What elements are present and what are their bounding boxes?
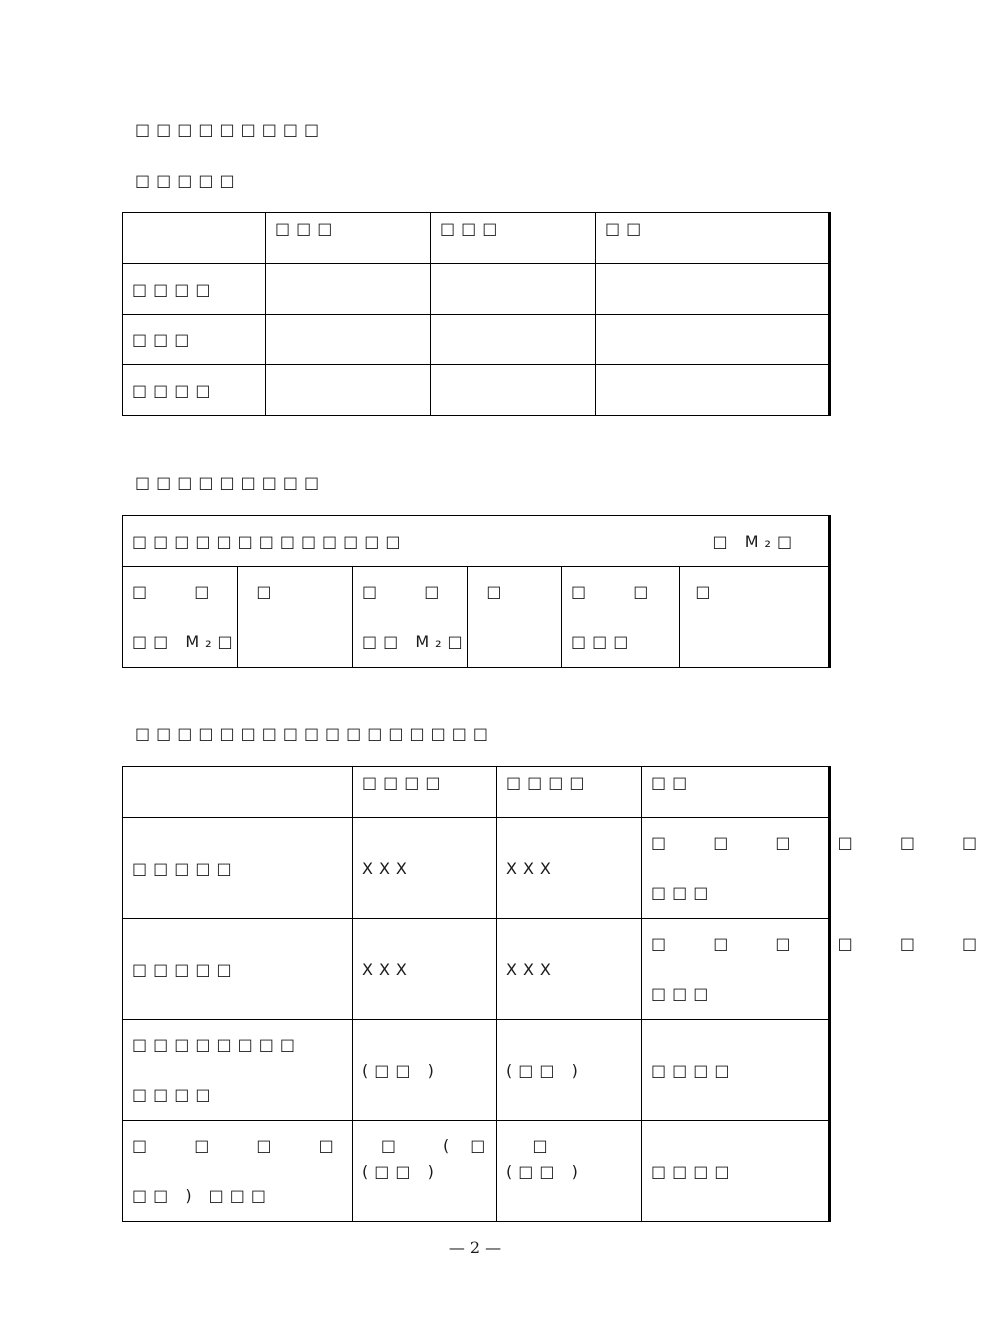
value-cell: XXX <box>353 919 497 1020</box>
note-cell <box>642 818 998 919</box>
row-label: □□□□ <box>123 264 266 315</box>
area-label-line2: □□ M₂□ <box>132 632 239 651</box>
section3-title: □□□□□□□□□□□□□□□□□ <box>135 724 494 743</box>
row-label: □□□□ <box>123 365 266 416</box>
table-row <box>123 264 830 315</box>
row-label: □□□ <box>123 315 266 365</box>
table-row <box>123 1121 830 1222</box>
table-cell <box>596 315 830 365</box>
table-3-header-cell: □□□□ <box>497 767 642 818</box>
row-label <box>123 1121 569 1222</box>
value-cell: (□□ ) <box>353 1020 497 1121</box>
note-line1: □ □ □ □ □ □ <box>651 934 998 953</box>
table-1 <box>122 212 831 416</box>
area-label-cell <box>562 567 732 668</box>
value-cell: XXX <box>497 818 642 919</box>
table-3 <box>122 766 998 1222</box>
area-label-cell <box>123 567 293 668</box>
total-area-unit: □ M₂□ <box>712 531 799 551</box>
table-row <box>123 1020 830 1121</box>
note-line2: □□□ <box>651 984 715 1003</box>
table-1-header-row <box>123 213 830 264</box>
table-2 <box>122 515 831 668</box>
table-cell <box>431 264 596 315</box>
table-3-header-cell: □□□□ <box>353 767 497 818</box>
table-row <box>123 567 830 668</box>
value-cell: (□□ ) <box>353 1121 497 1222</box>
note-cell <box>642 919 998 1020</box>
area-label-line1: □ □ □ <box>132 582 293 601</box>
table-3-header-cell: □□ <box>642 767 830 818</box>
table-cell <box>596 365 830 416</box>
note-cell: □□□□ <box>642 1020 830 1121</box>
row-label: □□□□□ <box>123 919 353 1020</box>
value-cell: XXX <box>497 919 642 1020</box>
area-label-cell <box>353 567 523 668</box>
area-label-line1: □ □ □ <box>362 582 523 601</box>
value-cell: (□□ ) <box>497 1121 642 1222</box>
row-label-line1: □ □ □ □ □ (□ □ <box>132 1136 569 1155</box>
table-1-header-cell: □□ <box>596 213 830 264</box>
table-1-header-cell <box>123 213 266 264</box>
table-3-header-cell <box>123 767 353 818</box>
note-cell: □□□□ <box>642 1121 830 1222</box>
total-area-cell <box>123 516 830 567</box>
table-cell <box>596 264 830 315</box>
total-area-label: □□□□□□□□□□□□□ <box>132 531 407 551</box>
table-cell <box>266 315 431 365</box>
table-row <box>123 365 830 416</box>
row-label: □□□□□ <box>123 818 353 919</box>
table-3-header-row <box>123 767 830 818</box>
table-row <box>123 919 830 1020</box>
section1-title: □□□□□□□□□ <box>135 120 326 139</box>
table-cell <box>431 315 596 365</box>
table-cell <box>266 264 431 315</box>
note-line1: □ □ □ □ □ □ <box>651 833 998 852</box>
table-1-header-cell: □□□ <box>431 213 596 264</box>
table-row <box>123 818 830 919</box>
area-label-line2: □□□ <box>571 632 635 651</box>
note-line2: □□□ <box>651 883 715 902</box>
row-label <box>123 1020 353 1121</box>
row-label-line1: □□□□□□□□ <box>132 1035 301 1054</box>
table-1-header-cell: □□□ <box>266 213 431 264</box>
area-label-line2: □□ M₂□ <box>362 632 469 651</box>
value-cell: XXX <box>353 818 497 919</box>
section2-title: □□□□□□□□□ <box>135 473 326 492</box>
row-label-line2: □□□□ <box>132 1085 217 1104</box>
table-2-total-row <box>123 516 830 567</box>
value-cell: (□□ ) <box>497 1020 642 1121</box>
row-label-line2: □□ ) □□□ <box>132 1186 272 1205</box>
area-label-line1: □ □ □ <box>571 582 732 601</box>
table-row <box>123 315 830 365</box>
section1-subtitle: □□□□□ <box>135 171 241 190</box>
table-cell <box>431 365 596 416</box>
page-number: — 2 — <box>448 1238 502 1257</box>
table-cell <box>266 365 431 416</box>
